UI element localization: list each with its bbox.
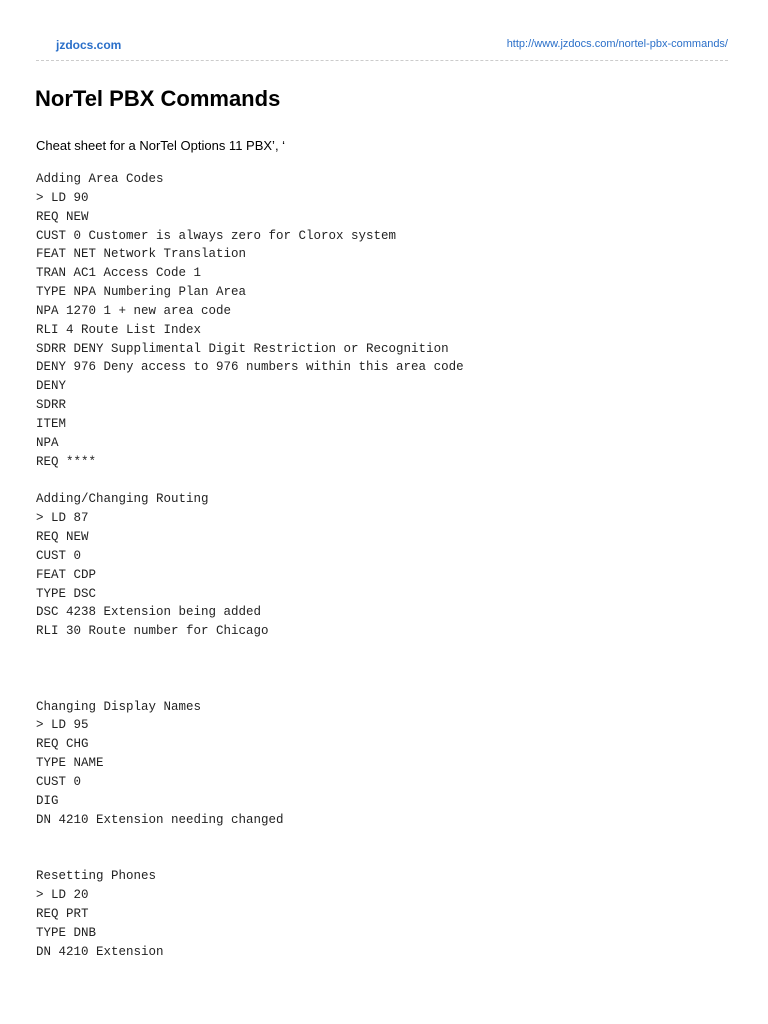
command-line: REQ PRT	[36, 906, 89, 921]
section-adding-area-codes	[36, 170, 464, 472]
command-line: > LD 87	[36, 511, 89, 526]
page-header	[36, 36, 728, 61]
section-adding-changing-routing	[36, 490, 464, 641]
command-line: REQ NEW	[36, 209, 89, 224]
spacer	[36, 830, 464, 868]
command-line: SDRR DENY Supplimental Digit Restriction or Recognition	[36, 341, 449, 356]
command-line: ITEM	[36, 416, 67, 431]
command-line: DSC 4238 Extension being added	[36, 605, 262, 620]
command-line: NPA	[36, 435, 59, 450]
section-resetting-phones	[36, 867, 464, 961]
command-line: FEAT NET Network Translation	[36, 247, 247, 262]
command-line: > LD 90	[36, 190, 89, 205]
command-line: TRAN AC1 Access Code 1	[36, 266, 202, 281]
command-line: DN 4210 Extension needing changed	[36, 812, 284, 827]
spacer	[36, 641, 464, 698]
site-link[interactable]: jzdocs.com	[56, 38, 122, 52]
command-line: DIG	[36, 793, 59, 808]
page-title: NorTel PBX Commands	[35, 86, 281, 111]
section-title: Adding Area Codes	[36, 172, 164, 186]
command-line: NPA 1270 1 + new area code	[36, 303, 232, 318]
command-line: SDRR	[36, 398, 67, 413]
section-title: Resetting Phones	[36, 869, 157, 884]
command-line: RLI 30 Route number for Chicago	[36, 624, 269, 639]
command-line: DENY 976 Deny access to 976 numbers within this area code	[36, 360, 464, 375]
command-line: > LD 95	[36, 718, 89, 733]
command-line: REQ CHG	[36, 737, 89, 752]
command-line: TYPE DSC	[36, 586, 97, 601]
command-line: REQ ****	[36, 454, 97, 469]
command-line: CUST 0	[36, 548, 82, 563]
command-line: CUST 0	[36, 775, 82, 790]
command-listing	[36, 170, 464, 961]
subtitle: Cheat sheet for a NorTel Options 11 PBX’, ‘	[36, 138, 286, 153]
command-line: FEAT CDP	[36, 567, 97, 582]
command-line: DN 4210 Extension	[36, 944, 164, 959]
command-line: TYPE NPA Numbering Plan Area	[36, 285, 247, 300]
command-line: CUST 0 Customer is always zero for Clorox system	[36, 228, 397, 243]
command-line: RLI 4 Route List Index	[36, 322, 202, 337]
command-line: > LD 20	[36, 888, 89, 903]
command-line: REQ NEW	[36, 530, 89, 545]
section-changing-display-names	[36, 698, 464, 830]
spacer	[36, 472, 464, 491]
section-title: Adding/Changing Routing	[36, 492, 209, 507]
command-line: TYPE NAME	[36, 756, 104, 771]
command-line: TYPE DNB	[36, 925, 97, 940]
command-line: DENY	[36, 379, 67, 394]
page-url-link[interactable]: http://www.jzdocs.com/nortel-pbx-commands/	[506, 38, 728, 50]
section-title: Changing Display Names	[36, 699, 202, 714]
